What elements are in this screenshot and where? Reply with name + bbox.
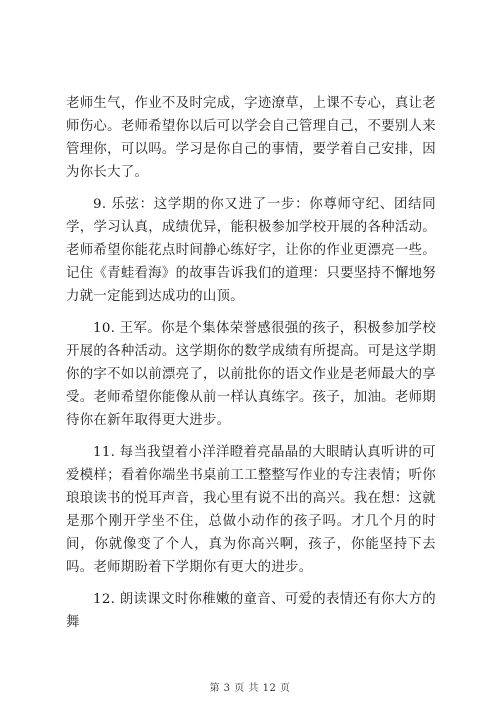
paragraph-comment-10: 10. 王军。你是个集体荣誉感很强的孩子，积极参加学校开展的各种活动。这学期你的数学成绩有所提高。可是这学期你的字不如以前漂亮了，以前批你的语文作业是老师最大的享受。老师希望你能像从前一样认真练字。孩子，加油。老师期待你在新年取得更大进步。 <box>66 321 436 428</box>
paragraph-comment-9: 9. 乐弦：这学期的你又进了一步：你尊师守纪、团结同学，学习认真，成绩优异，能积极参加学校开展的各种活动。老师希望你能花点时间静心练好字，让你的作业更漂亮一些。记住《青蛙看海》的故事告诉我们的道理：只要坚持不懈地努力就一定能到达成功的山顶。 <box>66 197 436 304</box>
document-body <box>66 92 436 643</box>
page-number-footer: 第 3 页 共 12 页 <box>209 683 291 694</box>
paragraph-comment-11: 11. 每当我望着小洋洋瞪着亮晶晶的大眼睛认真听讲的可爱模样；看着你端坐书桌前工工整整写作业的专注表情；听你琅琅读书的悦耳声音，我心里有说不出的高兴。我在想：这就是那个刚开学坐不住，总做小动作的孩子吗。才几个月的时间，你就像变了个人，真为你高兴啊，孩子，你能坚持下去吗。老师期盼着下学期你有更大的进步。 <box>66 445 436 575</box>
paragraph-comment-12: 12. 朗读课文时你稚嫩的童音、可爱的表情还有你大方的舞 <box>66 592 436 630</box>
paragraph-continuation: 老师生气，作业不及时完成，字迹潦草，上课不专心，真让老师伤心。老师希望你以后可以学会自己管理自己，不要别人来管理你，可以吗。学习是你自己的事情，要学着自己安排，因为你长大了。 <box>66 96 436 180</box>
